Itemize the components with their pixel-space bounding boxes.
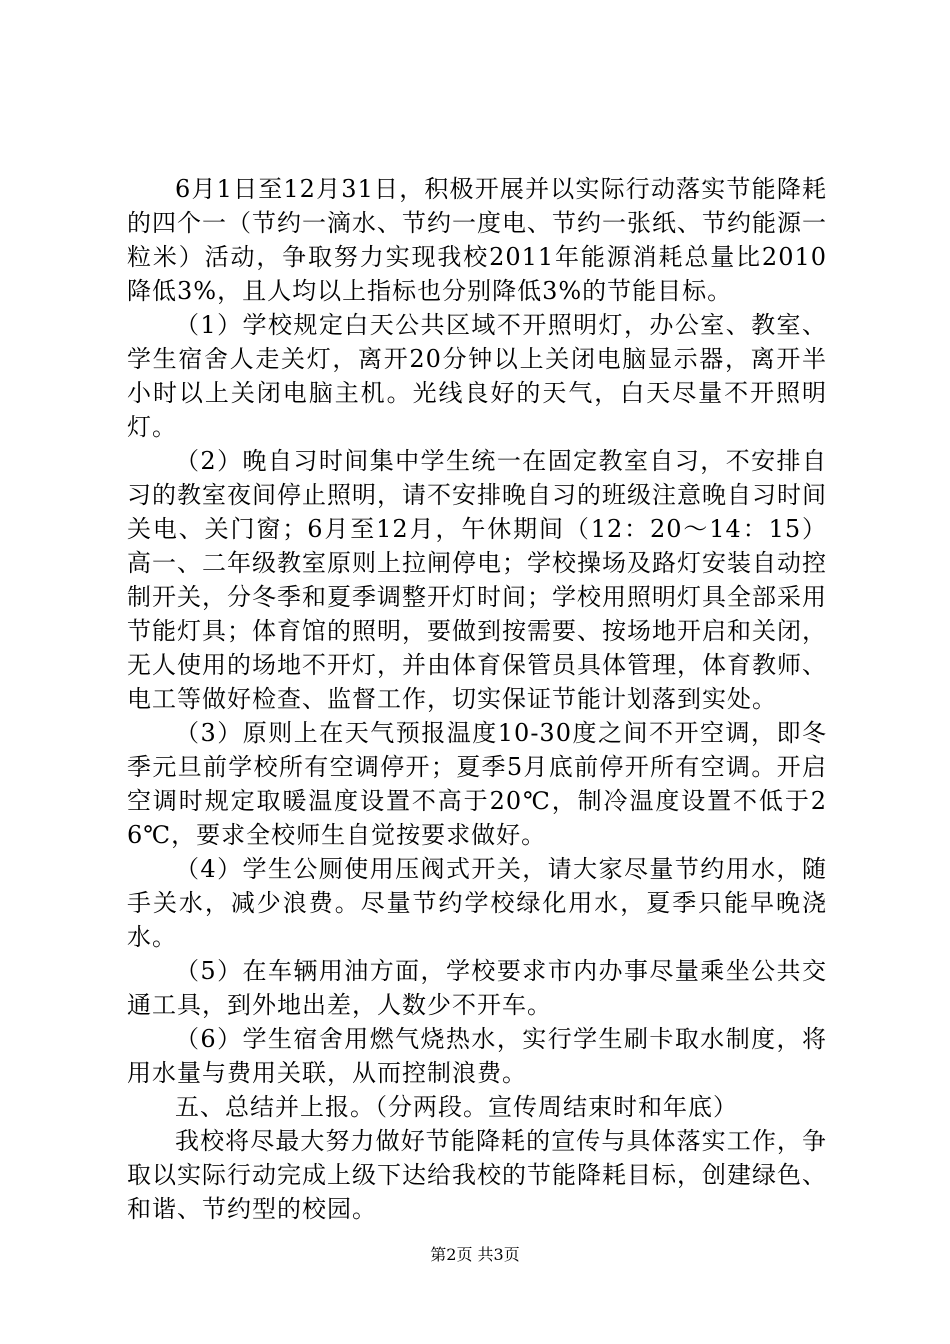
intro-paragraph: 6月1日至12月31日，积极开展并以实际行动落实节能降耗的四个一（节约一滴水、节约一度电、节约一张纸、节约能源一粒米）活动，争取努力实现我校2011年能源消耗总量比2010降低3%，且人均以上指标也分别降低3%的节能目标。 [127,175,827,305]
page-number-footer: 第2页 共3页 [430,1245,520,1264]
item-2-paragraph: （2）晚自习时间集中学生统一在固定教室自习，不安排自习的教室夜间停止照明，请不安排晚自习的班级注意晚自习时间关电、关门窗；6月至12月，午休期间（12：20～14：15）高一、二年级教室原则上拉闸停电；学校操场及路灯安装自动控制开关，分冬季和夏季调整开灯时间；学校用照明灯具全部采用节能灯具；体育馆的照明，要做到按需要、按场地开启和关闭，无人使用的场地不开灯，并由体育保管员具体管理，体育教师、电工等做好检查、监督工作，切实保证节能计划落到实处。 [127,447,827,713]
section-heading: 五、总结并上报。（分两段。宣传周结束时和年底） [175,1093,738,1121]
item-5-paragraph: （5）在车辆用油方面，学校要求市内办事尽量乘坐公共交通工具，到外地出差，人数少不开车。 [127,957,827,1019]
item-6-paragraph: （6）学生宿舍用燃气烧热水，实行学生刷卡取水制度，将用水量与费用关联，从而控制浪费。 [127,1025,827,1087]
closing-paragraph: 我校将尽最大努力做好节能降耗的宣传与具体落实工作，争取以实际行动完成上级下达给我校的节能降耗目标，创建绿色、和谐、节约型的校园。 [127,1127,827,1223]
item-4-paragraph: （4）学生公厕使用压阀式开关，请大家尽量节约用水，随手关水，减少浪费。尽量节约学校绿化用水，夏季只能早晚浇水。 [127,855,827,951]
item-3-paragraph: （3）原则上在天气预报温度10-30度之间不开空调，即冬季元旦前学校所有空调停开；夏季5月底前停开所有空调。开启空调时规定取暖温度设置不高于20℃，制冷温度设置不低于26℃，要求全校师生自觉按要求做好。 [127,719,827,849]
document-body [127,172,827,1226]
item-1-paragraph: （1）学校规定白天公共区域不开照明灯，办公室、教室、学生宿舍人走关灯，离开20分钟以上关闭电脑显示器，离开半小时以上关闭电脑主机。光线良好的天气，白天尽量不开照明灯。 [127,311,827,441]
